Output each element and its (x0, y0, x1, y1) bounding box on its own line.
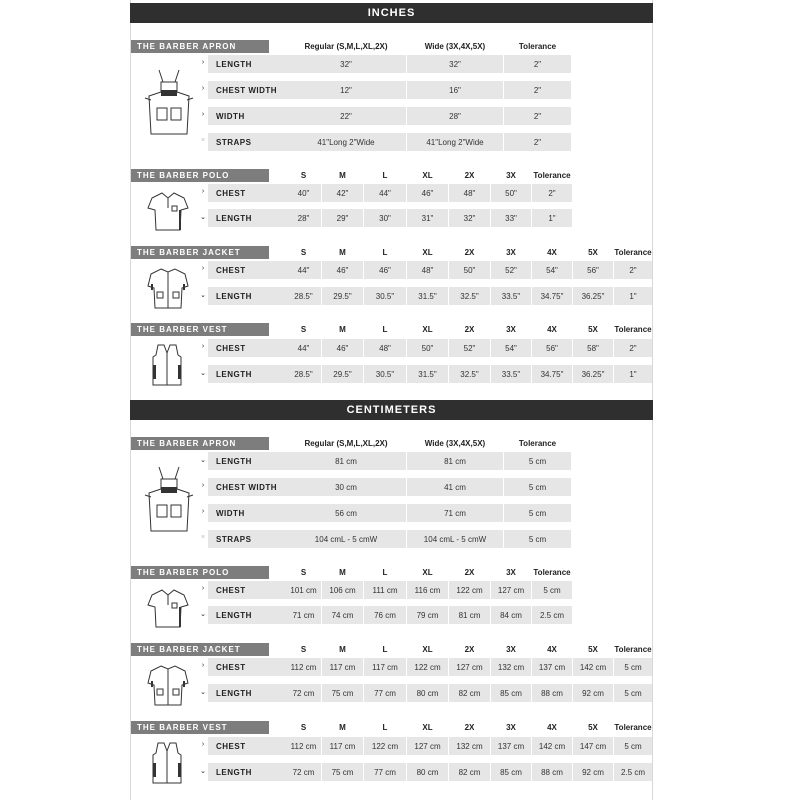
table-cell: 1" (532, 209, 572, 227)
table-cell: 79 cm (407, 606, 448, 624)
column-header: 2X (464, 325, 475, 334)
column-header: 2X (464, 248, 475, 257)
row-label: CHEST (208, 261, 286, 279)
table-cell: 127 cm (491, 581, 531, 599)
column-header: XL (422, 171, 433, 180)
table-cell: 5 cm (614, 658, 652, 676)
row-marker-icon: ⌄ (200, 457, 206, 464)
table-cell: 82 cm (449, 763, 490, 781)
table-cell: 2" (614, 339, 652, 357)
column-header: Regular (S,M,L,XL,2X) (304, 439, 388, 448)
column-header: Tolerance (518, 42, 557, 51)
table-cell: 12" (286, 81, 406, 99)
table-cell: 85 cm (491, 763, 531, 781)
column-header: Wide (3X,4X,5X) (424, 439, 486, 448)
polo-shirt-icon (146, 190, 190, 237)
table-cell: 48" (364, 339, 406, 357)
table-cell: 33.5" (491, 287, 531, 305)
table-cell: 5 cm (504, 504, 571, 522)
table-cell: 92 cm (573, 763, 613, 781)
table-cell: 46" (364, 261, 406, 279)
table-cell: 56 cm (286, 504, 406, 522)
table-cell: 1" (614, 365, 652, 383)
table-cell: 5 cm (504, 452, 571, 470)
table-cell: 80 cm (407, 763, 448, 781)
column-header: Tolerance (533, 568, 571, 577)
section-title-apron: THE BARBER APRON (131, 40, 269, 53)
column-header: L (382, 171, 388, 180)
table-cell: 137 cm (491, 737, 531, 755)
table-cell: 132 cm (491, 658, 531, 676)
table-cell: 22" (286, 107, 406, 125)
table-cell: 30" (364, 209, 406, 227)
table-cell: 41"Long 2"Wide (407, 133, 503, 151)
table-cell: 28.5" (286, 365, 321, 383)
apron-icon (143, 465, 195, 540)
table-cell: 5 cm (532, 581, 572, 599)
section-title-jacket: THE BARBER JACKET (131, 643, 269, 656)
row-label: LENGTH (208, 606, 286, 624)
row-marker-icon: › (201, 85, 205, 92)
table-cell: 142 cm (532, 737, 572, 755)
table-cell: 46" (322, 339, 363, 357)
row-marker-icon: › (201, 188, 205, 195)
column-header: 5X (588, 248, 598, 257)
row-marker-icon: › (201, 59, 205, 66)
table-cell: 75 cm (322, 763, 363, 781)
row-label: CHEST WIDTH (208, 81, 286, 99)
section-title-apron: THE BARBER APRON (131, 437, 269, 450)
table-cell: 77 cm (364, 684, 406, 702)
column-header: 3X (506, 325, 516, 334)
column-header: S (300, 645, 307, 654)
table-cell: 132 cm (449, 737, 490, 755)
table-cell: 2" (504, 133, 571, 151)
table-cell: 127 cm (449, 658, 490, 676)
table-cell: 5 cm (504, 478, 571, 496)
table-cell: 80 cm (407, 684, 448, 702)
table-cell: 112 cm (286, 658, 321, 676)
table-cell: 71 cm (286, 606, 321, 624)
table-cell: 117 cm (322, 658, 363, 676)
table-cell: 1" (614, 287, 652, 305)
column-header: L (382, 645, 388, 654)
table-cell: 122 cm (449, 581, 490, 599)
table-cell: 117 cm (322, 737, 363, 755)
table-cell: 2" (504, 107, 571, 125)
column-header: L (382, 723, 388, 732)
column-header: L (382, 568, 388, 577)
section-title-polo: THE BARBER POLO (131, 169, 269, 182)
table-cell: 88 cm (532, 763, 572, 781)
table-cell: 112 cm (286, 737, 321, 755)
table-cell: 2" (504, 55, 571, 73)
table-cell: 75 cm (322, 684, 363, 702)
column-header: Regular (S,M,L,XL,2X) (304, 42, 388, 51)
column-header: 2X (464, 171, 475, 180)
table-cell: 56" (573, 261, 613, 279)
row-marker-icon: › (201, 265, 205, 272)
table-cell: 50" (407, 339, 448, 357)
row-label: CHEST (208, 737, 286, 755)
column-header: XL (422, 645, 433, 654)
table-cell: 48" (407, 261, 448, 279)
table-cell: 30.5" (364, 365, 406, 383)
row-marker-icon: × (200, 137, 206, 144)
table-cell: 147 cm (573, 737, 613, 755)
column-header: L (382, 248, 388, 257)
table-cell: 16" (407, 81, 503, 99)
table-cell: 50" (449, 261, 490, 279)
table-cell: 106 cm (322, 581, 363, 599)
row-label: LENGTH (208, 684, 286, 702)
column-header: XL (422, 723, 433, 732)
column-header: S (300, 248, 307, 257)
table-cell: 122 cm (407, 658, 448, 676)
row-label: LENGTH (208, 763, 286, 781)
table-cell: 52" (491, 261, 531, 279)
table-cell: 81 cm (286, 452, 406, 470)
unit-header-inches: INCHES (130, 3, 653, 23)
column-header: 5X (588, 645, 598, 654)
table-cell: 111 cm (364, 581, 406, 599)
table-cell: 2" (614, 261, 652, 279)
row-marker-icon: ⌄ (200, 768, 206, 775)
column-header: 4X (547, 723, 557, 732)
table-cell: 122 cm (364, 737, 406, 755)
jacket-icon (146, 266, 190, 315)
table-cell: 40" (286, 184, 321, 202)
table-cell: 30.5" (364, 287, 406, 305)
section-title-jacket: THE BARBER JACKET (131, 246, 269, 259)
apron-icon (143, 68, 195, 143)
row-label: LENGTH (208, 365, 286, 383)
table-cell: 28" (407, 107, 503, 125)
row-marker-icon: × (200, 534, 206, 541)
column-header: 2X (464, 645, 475, 654)
section-title-vest: THE BARBER VEST (131, 323, 269, 336)
column-header: 3X (506, 645, 516, 654)
table-cell: 72 cm (286, 763, 321, 781)
table-cell: 56" (532, 339, 572, 357)
unit-header-centimeters: CENTIMETERS (130, 400, 653, 420)
table-cell: 46" (322, 261, 363, 279)
column-header: M (339, 325, 346, 334)
table-cell: 34.75" (532, 287, 572, 305)
table-cell: 32.5" (449, 287, 490, 305)
table-cell: 142 cm (573, 658, 613, 676)
column-header: Tolerance (614, 723, 652, 732)
section-title-polo: THE BARBER POLO (131, 566, 269, 579)
row-label: STRAPS (208, 530, 286, 548)
column-header: M (339, 171, 346, 180)
table-cell: 137 cm (532, 658, 572, 676)
table-cell: 32.5" (449, 365, 490, 383)
table-cell: 28.5" (286, 287, 321, 305)
table-cell: 2" (532, 184, 572, 202)
table-cell: 2.5 cm (614, 763, 652, 781)
table-cell: 88 cm (532, 684, 572, 702)
table-cell: 82 cm (449, 684, 490, 702)
table-cell: 30 cm (286, 478, 406, 496)
vest-icon (150, 343, 184, 392)
table-cell: 46" (407, 184, 448, 202)
column-header: 4X (547, 645, 557, 654)
table-cell: 28" (286, 209, 321, 227)
table-cell: 5 cm (504, 530, 571, 548)
column-header: 3X (506, 248, 516, 257)
row-label: WIDTH (208, 504, 286, 522)
column-header: 5X (588, 723, 598, 732)
table-cell: 76 cm (364, 606, 406, 624)
column-header: 2X (464, 723, 475, 732)
table-cell: 33.5" (491, 365, 531, 383)
column-header: S (300, 171, 307, 180)
column-header: 2X (464, 568, 475, 577)
row-marker-icon: ⌄ (200, 214, 206, 221)
table-cell: 44" (286, 261, 321, 279)
table-cell: 32" (407, 55, 503, 73)
row-label: CHEST (208, 184, 286, 202)
column-header: M (339, 645, 346, 654)
column-header: Tolerance (614, 325, 652, 334)
row-label: CHEST (208, 658, 286, 676)
table-cell: 74 cm (322, 606, 363, 624)
column-header: XL (422, 568, 433, 577)
column-header: 3X (506, 723, 516, 732)
column-header: Wide (3X,4X,5X) (424, 42, 486, 51)
row-marker-icon: › (201, 508, 205, 515)
column-header: Tolerance (614, 645, 652, 654)
row-marker-icon: ⌄ (200, 292, 206, 299)
row-label: LENGTH (208, 452, 286, 470)
table-cell: 104 cmL - 5 cmW (286, 530, 406, 548)
row-marker-icon: ⌄ (200, 611, 206, 618)
table-cell: 104 cmL - 5 cmW (407, 530, 503, 548)
table-cell: 44" (286, 339, 321, 357)
column-header: S (300, 723, 307, 732)
table-cell: 85 cm (491, 684, 531, 702)
column-header: L (382, 325, 388, 334)
row-marker-icon: › (201, 343, 205, 350)
row-label: CHEST (208, 581, 286, 599)
polo-shirt-icon (146, 587, 190, 634)
column-header: 3X (506, 568, 516, 577)
table-cell: 48" (449, 184, 490, 202)
table-cell: 81 cm (407, 452, 503, 470)
table-cell: 50" (491, 184, 531, 202)
table-cell: 29" (322, 209, 363, 227)
table-cell: 72 cm (286, 684, 321, 702)
row-marker-icon: › (201, 662, 205, 669)
row-marker-icon: › (201, 111, 205, 118)
row-label: CHEST (208, 339, 286, 357)
table-cell: 36.25" (573, 365, 613, 383)
table-cell: 81 cm (449, 606, 490, 624)
table-cell: 52" (449, 339, 490, 357)
table-cell: 36.25" (573, 287, 613, 305)
table-cell: 71 cm (407, 504, 503, 522)
column-header: Tolerance (518, 439, 557, 448)
table-cell: 5 cm (614, 737, 652, 755)
row-label: LENGTH (208, 287, 286, 305)
row-label: STRAPS (208, 133, 286, 151)
column-header: 4X (547, 248, 557, 257)
row-label: LENGTH (208, 209, 286, 227)
table-cell: 127 cm (407, 737, 448, 755)
table-cell: 29.5" (322, 365, 363, 383)
column-header: M (339, 723, 346, 732)
table-cell: 2.5 cm (532, 606, 572, 624)
table-cell: 32" (286, 55, 406, 73)
column-header: XL (422, 248, 433, 257)
table-cell: 92 cm (573, 684, 613, 702)
column-header: 4X (547, 325, 557, 334)
table-cell: 34.75" (532, 365, 572, 383)
row-label: LENGTH (208, 55, 286, 73)
row-marker-icon: › (201, 482, 205, 489)
row-label: WIDTH (208, 107, 286, 125)
row-marker-icon: ⌄ (200, 689, 206, 696)
row-label: CHEST WIDTH (208, 478, 286, 496)
table-cell: 116 cm (407, 581, 448, 599)
table-cell: 31.5" (407, 365, 448, 383)
column-header: Tolerance (614, 248, 652, 257)
vest-icon (150, 741, 184, 790)
table-cell: 31" (407, 209, 448, 227)
table-cell: 77 cm (364, 763, 406, 781)
table-cell: 41"Long 2"Wide (286, 133, 406, 151)
table-cell: 58" (573, 339, 613, 357)
column-header: XL (422, 325, 433, 334)
row-marker-icon: › (201, 585, 205, 592)
row-marker-icon: ⌄ (200, 370, 206, 377)
table-cell: 2" (504, 81, 571, 99)
column-header: Tolerance (533, 171, 571, 180)
table-cell: 29.5" (322, 287, 363, 305)
table-cell: 41 cm (407, 478, 503, 496)
table-cell: 117 cm (364, 658, 406, 676)
column-header: 5X (588, 325, 598, 334)
table-cell: 31.5" (407, 287, 448, 305)
column-header: M (339, 568, 346, 577)
jacket-icon (146, 663, 190, 712)
section-title-vest: THE BARBER VEST (131, 721, 269, 734)
column-header: S (300, 325, 307, 334)
column-header: 3X (506, 171, 516, 180)
table-cell: 44" (364, 184, 406, 202)
column-header: M (339, 248, 346, 257)
table-cell: 84 cm (491, 606, 531, 624)
table-cell: 42" (322, 184, 363, 202)
table-cell: 5 cm (614, 684, 652, 702)
table-cell: 54" (491, 339, 531, 357)
column-header: S (300, 568, 307, 577)
row-marker-icon: › (201, 741, 205, 748)
table-cell: 54" (532, 261, 572, 279)
table-cell: 33" (491, 209, 531, 227)
table-cell: 101 cm (286, 581, 321, 599)
table-cell: 32" (449, 209, 490, 227)
